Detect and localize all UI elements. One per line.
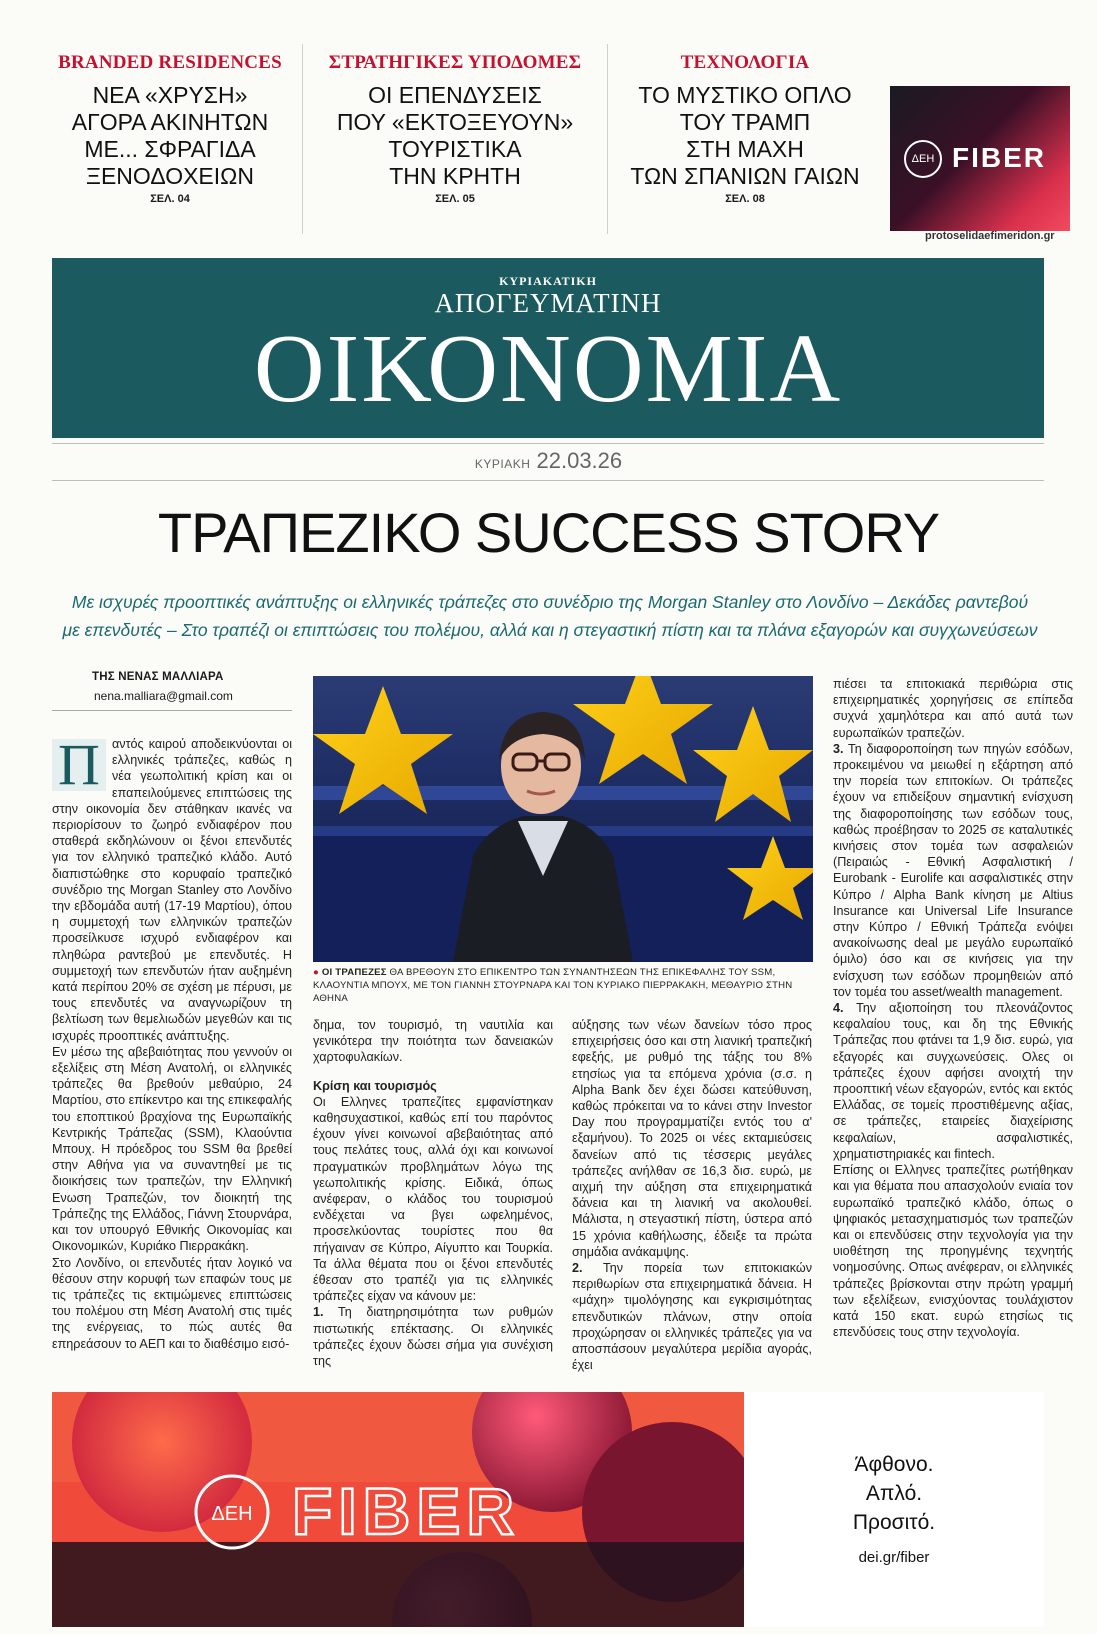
divider	[52, 480, 1044, 481]
euro-star	[573, 676, 713, 784]
photo-caption: ● ΟΙ ΤΡΑΠΕΖΕΣ ΘΑ ΒΡΕΘΟΥΝ ΣΤΟ ΕΠΙΚΕΝΤΡΟ ΤΩΝ ΣΥΝΑΝΤΗΣΕΩΝ ΤΗΣ ΕΠΙΚΕΦΑΛΗΣ ΤΟΥ SSM, ΚΛΑΟΥΝΤΙΑ ΜΠΟΥΧ, ΜΕ ΤΟΝ ΓΙΑΝΝΗ ΣΤΟΥΡΝΑΡΑ ΚΑΙ ΤΟΝ ΚΥΡΙΑΚΟ ΠΙΕΡΡΑΚΑΚΗ, ΜΕΘΑΥΡΙΟ ΣΤΗΝ ΑΘΗΝΑ	[313, 967, 793, 1004]
article-headline: ΤΡΑΠΕΖΙΚΟ SUCCESS STORY	[157, 501, 940, 564]
fiber-ad-banner[interactable]	[52, 1392, 1044, 1627]
source-watermark: protoselidaefimeridon.gr	[925, 230, 1055, 242]
caption-bullet-icon: ●	[313, 967, 322, 978]
ad-brand: FIBER	[292, 1474, 520, 1548]
masthead-line2: ΑΠΟΓΕΥΜΑΤΙΝΗ	[434, 288, 662, 318]
author-email[interactable]: nena.malliara@gmail.com	[94, 689, 233, 703]
ad-graphic	[52, 1392, 744, 1627]
masthead	[52, 258, 1044, 438]
teaser-headline: ΤΟ ΜΥΣΤΙΚΟ ΟΠΛΟ ΤΟΥ ΤΡΑΜΠ ΣΤΗ ΜΑΧΗ ΤΩΝ ΣΠΑΝΙΩΝ ΓΑΙΩΝ	[630, 82, 860, 189]
divider	[52, 710, 292, 711]
dei-logo: ΔΕΗ	[211, 1503, 253, 1525]
teaser-strategic-infrastructure[interactable]	[315, 52, 595, 205]
teaser-page-ref: ΣΕΛ. 05	[435, 193, 475, 205]
column-divider	[302, 44, 303, 234]
ad-copy	[744, 1392, 1044, 1627]
photo-illustration	[313, 676, 813, 962]
article-column-2: δημα, τον τουρισμό, τη ναυτιλία και γενικότερα την ποιότητα των δανειακών χαρτοφυλακίων. Κρίση και τουρισμός Οι Ελληνες τραπεζίτες εμφανίστηκαν καθησυχαστικοί, καθώς επί του παρόντος έχουν γίνει κοινωνοί αβεβαιότητας από τους πελάτες τους, αλλά όχι και κοινωνοί πραγματικών προβλημάτων λόγω της γεωπολιτικής κρίσης. Ειδικά, όπως ανέφεραν, ο κλάδος του τουρισμού ενδέχεται να βγει ωφελημένος, προσελκύοντας τουρίστες που θα πήγαιναν σε Κύπρο, Αίγυπτο και Τουρκία. Τα άλλα θέματα που οι ξένοι επενδυτές έθεσαν στο τραπέζι για τις ελληνικές τράπεζες είχαν να κάνουν με: 1. Τη διατηρησιμότητα των ρυθμών πιστωτικής επέκτασης. Οι ελληνικές τράπεζες έχουν δώσει σήμα για συνέχιση της	[313, 1018, 553, 1369]
ad-line: Απλό.	[865, 1482, 923, 1505]
teaser-branded-residences[interactable]	[45, 52, 295, 205]
euro-star	[693, 706, 813, 822]
ad-url-link[interactable]: dei.gr/fiber	[858, 1549, 930, 1566]
teaser-kicker: ΣΤΡΑΤΗΓΙΚΕΣ ΥΠΟΔΟΜΕΣ	[328, 52, 582, 73]
teaser-page-ref: ΣΕΛ. 08	[725, 193, 765, 205]
ad-line: Άφθονο.	[854, 1453, 934, 1476]
teaser-headline: ΟΙ ΕΠΕΝΔΥΣΕΙΣ ΠΟΥ «ΕΚΤΟΞΕΥΟΥΝ» ΤΟΥΡΙΣΤΙΚΑ ΤΗΝ ΚΡΗΤΗ	[336, 82, 574, 189]
dateline	[0, 448, 1097, 474]
ad-line: Προσιτό.	[852, 1511, 936, 1534]
divider	[52, 443, 1044, 444]
fiber-ad-small[interactable]	[890, 86, 1070, 231]
teaser-kicker: BRANDED RESIDENCES	[58, 52, 282, 73]
column-divider	[607, 44, 608, 234]
ad-artwork	[52, 1392, 744, 1627]
masthead-line1: ΚΥΡΙΑΚΑΤΙΚΗ	[499, 274, 597, 288]
article-column-1: Π αντός καιρού αποδεικνύονται οι ελληνικές τράπεζες, καθώς η νέα γεωπολιτική κρίση και οι επαπειλούμενες επιπτώσεις της στην οικονομία δεν στάθηκαν ικανές να περιορίσουν το ζωηρό ενδιαφέρον που σταθερά εκδηλώνουν οι ξένοι επενδυτές για τον ελληνικό τραπεζικό κλάδο. Αυτό διαπιστώθηκε στο κορυφαίο τραπεζικό συνέδριο της Morgan Stanley στο Λονδίνο την εβδομάδα αυτή (17-19 Μαρτίου), όπου η συμμετοχή των ελληνικών τραπεζών προσείλκυσε ισχυρό ενδιαφέρον και πληθώρα ραντεβού με επενδυτές. Η συμμετοχή των επενδυτών ήταν αυξημένη κατά περίπου 20% σε σχέση με πέρυσι, με τους επενδυτές να αναγνωρίζουν τη βελτίωση των θεμελιωδών μεγεθών και τις ισχυρές προοπτικές ανάπτυξης. Εν μέσω της αβεβαιότητας που γεννούν οι εξελίξεις στη Μέση Ανατολή, οι ελληνικές τράπεζες θα βρεθούν μεθαύριο, 24 Μαρτίου, στο επίκεντρο και της επικεφαλής του εποπτικού βραχίονα της Ευρωπαϊκής Κεντρικής Τράπεζας (SSM), Κλαούντια Μπουχ. Η πρόεδρος του SSM θα βρεθεί στην Αθήνα για να συναντηθεί με τις διοικήσεις των τραπεζών, την Ελληνική Ενωση Τραπεζών, τον διοικητή της Τράπεζης της Ελλάδος, Γιάννη Στουρνάρα, και τον υπουργό Εθνικής Οικονομίας και Οικονομικών, Κυριάκο Πιερρακάκη. Στο Λονδίνο, οι επενδυτές ήταν λογικό να θέσουν στην κορυφή των επαφών τους με τις τράπεζες τις εκτιμώμενες επιπτώσεις του πολέμου στη Μέση Ανατολή στις τιμές της ενέργειας, το πώς αυτές θα επηρεάσουν το ΑΕΠ και το διαθέσιμο εισό-	[52, 732, 292, 1351]
dateline-date: 22.03.26	[536, 448, 623, 473]
article-standfirst: Με ισχυρές προοπτικές ανάπτυξης οι ελληνικές τράπεζες στο συνέδριο της Morgan Stanley στο Λονδίνο – Δεκάδες ραντεβού με επενδυτές – Στο τραπέζι οι επιπτώσεις του πολέμου, αλλά και η στεγαστική πίστη και τα πλάνα εξαγορών και συγχωνεύσεων	[62, 592, 1038, 640]
article-photo	[313, 676, 813, 962]
dateline-day: ΚΥΡΙΑΚΗ	[474, 457, 531, 471]
dei-logo: ΔΕΗ	[904, 140, 942, 178]
article-column-4: πιέσει τα επιτοκιακά περιθώρια στις επιχειρηματικές χορηγήσεις σε επίπεδα συχνά χαμηλότερα και από αυτά των ευρωπαϊκών τραπεζών. 3. Τη διαφοροποίηση των πηγών εσόδων, προκειμένου να μειωθεί η εξάρτηση από την πορεία των επιτοκίων. Οι τράπεζες έχουν να επιδείξουν σημαντική ενίσχυση της διαφοροποίησης των εσόδων τους, καθώς προέβησαν το 2025 σε καταλυτικές κινήσεις στον τομέα των ασφαλειών (Πειραιώς - Εθνική Ασφαλιστική / Eurobank - Eurolife και ασφαλιστικές στην Κύπρο / Alpha Bank κίνηση με Altius Insurance και Universal Life Insurance στην Κύπρο / Εθνική Τράπεζα ενόψει ανακοίνωσης deal με μεγάλο ευρωπαϊκό όμιλο) όσο και σε κινήσεις για την ενίσχυση των εσόδων προμηθειών από τον τομέα του asset/wealth management. 4. Την αξιοποίηση του πλεονάζοντος κεφαλαίου τους, και δη της Εθνικής Τράπεζας που φτάνει τα 1,9 δισ. ευρώ, για εξαγορές και συγχωνεύσεις. Ολες οι τράπεζες έχουν αφήσει ανοιχτή την προοπτική νέων εξαγορών, εντός και εκτός Ελλάδας, σε τομείς προστιθέμενης αξίας, σε τράπεζες, εταιρείες διαχείρισης κεφαλαίων, ασφαλιστικές, χρηματιστηριακές και fintech. Επίσης οι Ελληνες τραπεζίτες ρωτήθηκαν και για θέματα που απασχολούν ενιαία τον ευρωπαϊκό τραπεζικό κλάδο, όπως ο ψηφιακός μετασχηματισμός των τραπεζών και οι επενδύσεις στην τεχνολογία για την υιοθέτηση της προηγμένης τεχνητής νοημοσύνης. Οπως ανέφεραν, οι ελληνικές τράπεζες βρίσκονται στην πρώτη γραμμή των εξελίξεων, ενισχύοντας τουλάχιστον κατά 150 εκατ. ευρώ ετησίως τις επενδύσεις τους στην τεχνολογία.	[833, 677, 1073, 1340]
section-title: ΟΙΚΟΝΟΜΙΑ	[253, 315, 843, 423]
teaser-technology[interactable]	[615, 52, 875, 205]
subheading: Κρίση και τουρισμός	[313, 1078, 437, 1093]
teaser-kicker: ΤΕΧΝΟΛΟΓΙΑ	[680, 52, 810, 73]
drop-cap: Π	[52, 739, 106, 791]
teaser-headline: ΝΕΑ «ΧΡΥΣΗ» ΑΓΟΡΑ ΑΚΙΝΗΤΩΝ ΜΕ... ΣΦΡΑΓΙΔΑ ΞΕΝΟΔΟΧΕΙΩΝ	[71, 82, 269, 189]
byline: ΤΗΣ ΝΕΝΑΣ ΜΑΛΛΙΑΡΑ	[92, 671, 224, 683]
teaser-page-ref: ΣΕΛ. 04	[150, 193, 190, 205]
ad-brand: FIBER	[952, 142, 1046, 173]
article-column-3: αύξησης των νέων δανείων τόσο προς επιχειρήσεις όσο και στη λιανική τραπεζική εφεξής, με ρυθμό της τάξης του 8% ετησίως για τα επόμενα χρόνια (σ.σ. η Alpha Bank δεν έχει δώσει κατεύθυνση, καθώς πρόκειται να το κάνει στην Investor Day που προγραμματίζει εντός του α' εξαμήνου). Το 2025 οι νέες εκταμιεύσεις δανείων από τις τέσσερις μεγάλες τράπεζες ανήλθαν σε 16,3 δισ. ευρώ, με αιχμή την αύξηση στα επιχειρηματικά δάνεια και τη λιανική να ακολουθεί. Μάλιστα, η στεγαστική πίστη, ύστερα από 15 χρόνια καθήλωσης, έδειξε τα πρώτα σημάδια ανάκαμψης. 2. Την πορεία των επιτοκιακών περιθωρίων στα επιχειρηματικά δάνεια. Η «μάχη» τιμολόγησης και εγκρισιμότητας επενδυτικών πλάνων, στην οποία προχώρησαν οι ελληνικές τράπεζες για να αποσπάσουν μεγαλύτερα μερίδια αγοράς, έχει	[572, 1018, 812, 1373]
